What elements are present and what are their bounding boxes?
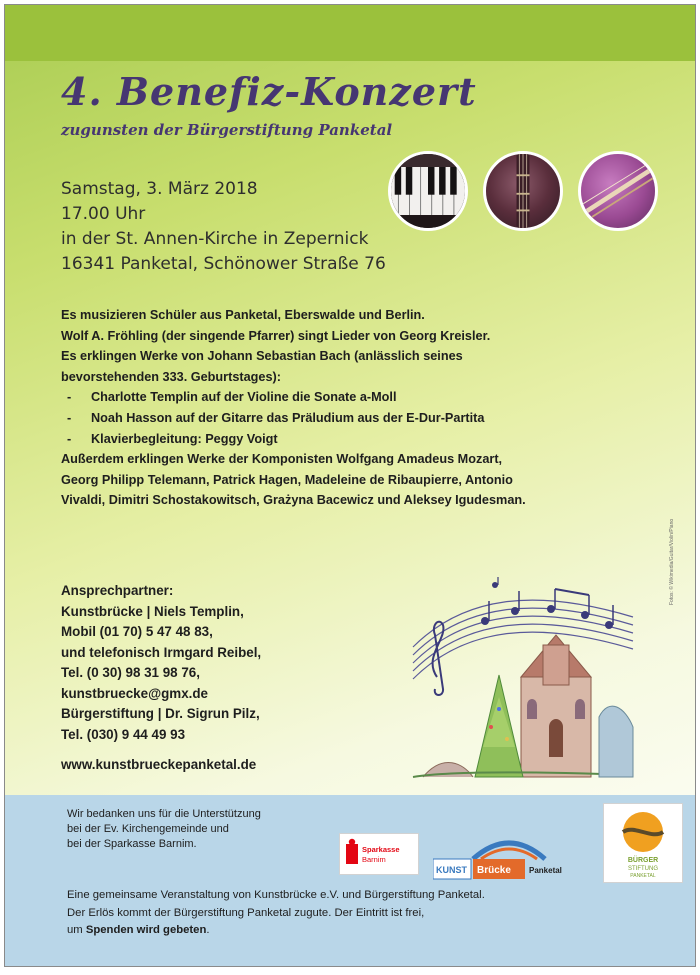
photo-credit — [669, 425, 677, 605]
footer-band — [5, 795, 695, 967]
contact-phone: Tel. (030) 9 44 49 93 — [61, 726, 186, 742]
program-line: Vivaldi, Dimitri Schostakowitsch, Grażyna Bacewicz und Aleksey Igudesman. — [61, 493, 526, 508]
thanks-line: bei der Ev. Kirchengemeinde und — [67, 823, 229, 835]
music-notes-church-drawing — [403, 577, 643, 787]
kunstbruecke-logo-text: KUNST — [436, 865, 467, 875]
event-time: 17.00 Uhr — [61, 204, 146, 224]
buergerstiftung-logo-text: STIFTUNG — [628, 866, 658, 872]
buergerstiftung-logo — [603, 803, 683, 883]
program-line: Wolf A. Fröhling (der singende Pfarrer) singt Lieder von Georg Kreisler. — [61, 328, 491, 343]
footer-note — [67, 887, 485, 940]
thanks-text — [67, 807, 261, 852]
contact-heading: Ansprechpartner: — [61, 583, 174, 598]
violin-image — [578, 151, 658, 231]
footer-note-suffix: . — [206, 924, 210, 936]
program-bullet: - Noah Hasson auf der Gitarre das Präludium aus der E-Dur-Partita — [61, 408, 621, 429]
photo-credit-text: Fotos: © Wikimedia/Guitar/Violin/Piano — [669, 518, 675, 605]
program-line: Es musizieren Schüler aus Panketal, Eberswalde und Berlin. — [61, 308, 425, 322]
program-line: Georg Philipp Telemann, Patrick Hagen, Madeleine de Ribaupierre, Antonio — [61, 472, 513, 487]
program-line: Außerdem erklingen Werke der Komponisten Wolfgang Amadeus Mozart, — [61, 452, 503, 467]
website-link[interactable]: www.kunstbrueckepanketal.de — [61, 757, 257, 772]
footer-note-prefix: um — [67, 924, 83, 936]
guitar-image — [483, 151, 563, 231]
instrument-photos — [388, 151, 678, 231]
program-text — [61, 305, 621, 511]
sparkasse-logo-text: Sparkasse — [362, 845, 400, 854]
event-date: Samstag, 3. März 2018 — [61, 179, 258, 199]
concert-flyer — [4, 4, 696, 967]
program-line: Es erklingen Werke von Johann Sebastian Bach (anlässlich seines — [61, 349, 463, 364]
event-details — [61, 177, 386, 277]
contact-email-link[interactable]: kunstbruecke@gmx.de — [61, 685, 209, 701]
footer-note-line: Der Erlös kommt der Bürgerstiftung Panketal zugute. Der Eintritt ist frei, — [67, 906, 425, 919]
contact-block — [61, 581, 261, 776]
page-title: 4. Benefiz-Konzert — [61, 69, 477, 114]
kunstbruecke-logo-text: Brücke — [477, 865, 511, 876]
program-bullet: - Charlotte Templin auf der Violine die Sonate a-Moll — [61, 387, 621, 408]
footer-note-line — [67, 922, 485, 940]
event-address: 16341 Panketal, Schönower Straße 76 — [61, 254, 386, 274]
sparkasse-logo — [339, 833, 419, 875]
thanks-line: Wir bedanken uns für die Unterstützung — [67, 808, 261, 820]
kunstbruecke-logo — [433, 829, 585, 883]
contact-line: Kunstbrücke | Niels Templin, — [61, 603, 244, 619]
contact-phone: Tel. (0 30) 98 31 98 76, — [61, 665, 200, 680]
sparkasse-logo-text: Barnim — [362, 855, 386, 864]
kunstbruecke-logo-text: Panketal — [529, 866, 562, 875]
contact-line: und telefonisch Irmgard Reibel, — [61, 644, 262, 660]
program-line: bevorstehenden 333. Geburtstages): — [61, 369, 281, 384]
buergerstiftung-logo-text: PANKETAL — [630, 873, 656, 879]
contact-phone: Mobil (01 70) 5 47 48 83, — [61, 624, 213, 639]
thanks-line: bei der Sparkasse Barnim. — [67, 838, 197, 850]
donation-request: Spenden wird gebeten — [85, 924, 207, 936]
page-subtitle: zugunsten der Bürgerstiftung Panketal — [61, 121, 393, 139]
program-bullet: - Klavierbegleitung: Peggy Voigt — [61, 429, 621, 450]
top-color-bar — [5, 5, 695, 61]
piano-keys-image — [388, 151, 468, 231]
footer-note-line: Eine gemeinsame Veranstaltung von Kunstbrücke e.V. und Bürgerstiftung Panketal. — [67, 889, 485, 901]
buergerstiftung-logo-text: BÜRGER — [627, 857, 659, 864]
event-venue: in der St. Annen-Kirche in Zepernick — [61, 229, 369, 249]
contact-line: Bürgerstiftung | Dr. Sigrun Pilz, — [61, 706, 260, 721]
